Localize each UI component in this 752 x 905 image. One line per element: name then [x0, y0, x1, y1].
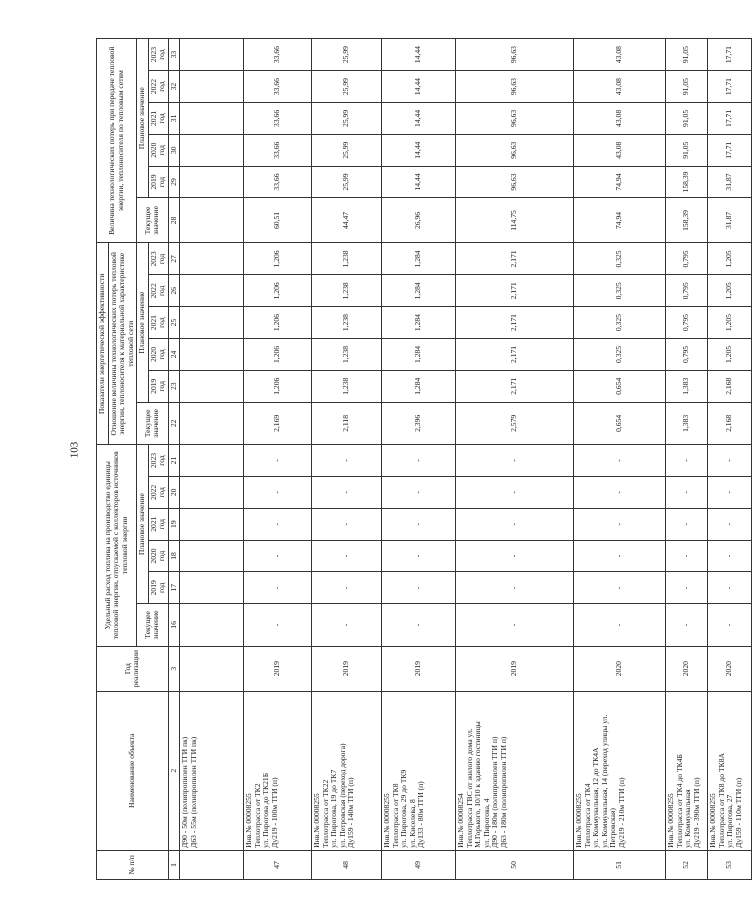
header-year-col: 2019 год [148, 572, 168, 604]
ratio-value: 0,795 [666, 339, 708, 371]
header-year-col: 2023 год [148, 243, 168, 275]
header-year-col: 2022 год [148, 476, 168, 508]
fuel-value [180, 508, 244, 540]
table-row [382, 39, 456, 880]
object-name: Инв.№ 00008255 Теплотрасса от ТК4 ул. Коммунальная, 12 до ТК4А ул. Коммунальная, 14 (переход улицы ул. Петровская) Ду219 - 210м ТГИ (п) [574, 691, 666, 850]
fuel-value: - [666, 540, 708, 572]
header-num: № п/п [97, 850, 169, 879]
ratio-value [180, 307, 244, 339]
table-row [666, 39, 708, 880]
loss-value: 14,44 [382, 71, 456, 103]
loss-value: 25,99 [312, 166, 382, 198]
fuel-value: - [574, 572, 666, 604]
fuel-value: - [666, 445, 708, 477]
ratio-value: 1,238 [312, 243, 382, 275]
loss-value: 26,96 [382, 198, 456, 243]
table-row [180, 39, 244, 880]
header-current: Текущее значение [137, 198, 169, 243]
loss-value: 14,44 [382, 134, 456, 166]
implementation-year: 2019 [456, 646, 574, 691]
table-row [708, 39, 752, 880]
header-ratio-group: Отношение величины технологических потерь тепловой энергии, теплоносителя к материальной характеристике тепловой сети [108, 243, 137, 445]
fuel-value: - [708, 445, 752, 477]
ratio-value: 1,383 [666, 370, 708, 402]
rotated-table-frame [96, 38, 743, 880]
fuel-value [180, 572, 244, 604]
row-number: 50 [456, 850, 574, 879]
loss-value: 31,87 [708, 166, 752, 198]
header-year-col: 2023 год [148, 445, 168, 477]
column-number-row [168, 39, 180, 880]
row-number [180, 850, 244, 879]
ratio-value: 1,205 [708, 339, 752, 371]
fuel-value: - [456, 572, 574, 604]
column-number: 31 [168, 102, 180, 134]
header-year-col: 2019 год [148, 166, 168, 198]
fuel-value [180, 445, 244, 477]
header-year: Год реализации [97, 646, 169, 691]
loss-value: 25,99 [312, 102, 382, 134]
header-current: Текущее значение [137, 604, 169, 646]
object-name: Инв.№ 00008255 Теплотрасса от ТК8 до ТК8А ул. Пирогова, 27 Ду159 - 110м ТГИ (п) [708, 691, 752, 850]
column-number: 26 [168, 275, 180, 307]
implementation-year: 2020 [708, 646, 752, 691]
loss-value: 74,94 [574, 198, 666, 243]
fuel-value: - [382, 540, 456, 572]
fuel-value: - [456, 445, 574, 477]
fuel-value: - [574, 604, 666, 646]
ratio-value: 1,284 [382, 275, 456, 307]
ratio-value: 1,238 [312, 275, 382, 307]
loss-value: 43,08 [574, 71, 666, 103]
loss-value: 33,66 [244, 134, 312, 166]
ratio-value: 1,238 [312, 339, 382, 371]
column-number: 18 [168, 540, 180, 572]
fuel-value: - [312, 476, 382, 508]
loss-value [180, 166, 244, 198]
table-row [244, 39, 312, 880]
row-number: 48 [312, 850, 382, 879]
fuel-value: - [708, 572, 752, 604]
loss-value [180, 134, 244, 166]
loss-value: 25,99 [312, 134, 382, 166]
ratio-value: 1,206 [244, 307, 312, 339]
loss-value: 96,63 [456, 102, 574, 134]
column-number: 1 [168, 850, 180, 879]
table-row [574, 39, 666, 880]
fuel-value: - [312, 445, 382, 477]
fuel-value: - [574, 540, 666, 572]
ratio-value: 1,206 [244, 243, 312, 275]
header-planned: Плановое значение [137, 445, 149, 604]
loss-value: 74,94 [574, 166, 666, 198]
column-number: 24 [168, 339, 180, 371]
implementation-year: 2020 [666, 646, 708, 691]
row-number: 49 [382, 850, 456, 879]
fuel-value: - [708, 476, 752, 508]
fuel-value: - [244, 540, 312, 572]
ratio-value: 0,654 [574, 402, 666, 444]
header-planned: Плановое значение [137, 39, 149, 198]
fuel-value: - [382, 572, 456, 604]
header-year-col: 2020 год [148, 540, 168, 572]
object-name: Инв.№ 00008255 Теплотрасса от ТК4 до ТК4Б ул. Коммунальная Ду219 - 390м ТГИ (п) [666, 691, 708, 850]
header-year-col: 2020 год [148, 339, 168, 371]
fuel-value: - [456, 476, 574, 508]
ratio-value: 1,205 [708, 275, 752, 307]
ratio-value: 1,205 [708, 243, 752, 275]
fuel-value: - [382, 604, 456, 646]
loss-value: 44,47 [312, 198, 382, 243]
ratio-value: 2,171 [456, 370, 574, 402]
column-number: 29 [168, 166, 180, 198]
column-number: 27 [168, 243, 180, 275]
table-row [312, 39, 382, 880]
implementation-year: 2020 [574, 646, 666, 691]
fuel-value: - [244, 445, 312, 477]
header-year-col: 2023 год [148, 39, 168, 71]
column-number: 16 [168, 604, 180, 646]
ratio-value: 0,325 [574, 275, 666, 307]
object-name: Инв.№ 00008255 Теплотрасса от ТК8 ул. Пирогова, 29 до ТК9 ул. Киселева, 8 Ду133 - 80м ТГИ (п) [382, 691, 456, 850]
loss-value: 158,39 [666, 166, 708, 198]
ratio-value: 0,654 [574, 370, 666, 402]
loss-value [180, 71, 244, 103]
fuel-value: - [456, 604, 574, 646]
loss-value: 60,51 [244, 198, 312, 243]
ratio-value: 0,795 [666, 275, 708, 307]
header-efficiency-group: Показатели энергетической эффективности [97, 243, 109, 445]
ratio-value: 2,396 [382, 402, 456, 444]
loss-value: 96,63 [456, 134, 574, 166]
ratio-value: 1,238 [312, 370, 382, 402]
loss-value: 33,66 [244, 102, 312, 134]
ratio-value: 0,795 [666, 243, 708, 275]
header-current: Текущее значение [137, 402, 169, 444]
row-number: 51 [574, 850, 666, 879]
loss-value: 114,75 [456, 198, 574, 243]
ratio-value [180, 275, 244, 307]
fuel-value: - [456, 508, 574, 540]
ratio-value: 1,383 [666, 402, 708, 444]
loss-value: 14,44 [382, 102, 456, 134]
ratio-value: 2,171 [456, 339, 574, 371]
fuel-value [180, 540, 244, 572]
loss-value [180, 102, 244, 134]
loss-value: 33,66 [244, 39, 312, 71]
row-number: 47 [244, 850, 312, 879]
fuel-value: - [244, 604, 312, 646]
column-number: 30 [168, 134, 180, 166]
table-body [180, 39, 752, 880]
ratio-value: 0,325 [574, 339, 666, 371]
fuel-value: - [244, 572, 312, 604]
header-planned: Плановое значение [137, 243, 149, 402]
loss-value [180, 198, 244, 243]
column-number: 23 [168, 370, 180, 402]
ratio-value [180, 339, 244, 371]
ratio-value: 0,325 [574, 243, 666, 275]
loss-value [180, 39, 244, 71]
loss-value: 91,05 [666, 39, 708, 71]
column-number: 17 [168, 572, 180, 604]
fuel-value: - [666, 572, 708, 604]
ratio-value: 1,284 [382, 370, 456, 402]
fuel-value: - [708, 604, 752, 646]
implementation-year: 2019 [312, 646, 382, 691]
fuel-value [180, 604, 244, 646]
loss-value: 33,66 [244, 166, 312, 198]
table-header [97, 39, 180, 880]
ratio-value: 1,206 [244, 275, 312, 307]
header-year-col: 2022 год [148, 275, 168, 307]
fuel-value: - [312, 604, 382, 646]
fuel-value: - [382, 476, 456, 508]
loss-value: 43,08 [574, 102, 666, 134]
fuel-value: - [244, 476, 312, 508]
column-number: 21 [168, 445, 180, 477]
fuel-value: - [574, 508, 666, 540]
ratio-value: 1,238 [312, 307, 382, 339]
fuel-value: - [574, 445, 666, 477]
loss-value: 14,44 [382, 166, 456, 198]
fuel-value: - [666, 508, 708, 540]
ratio-value: 1,284 [382, 307, 456, 339]
row-number: 53 [708, 850, 752, 879]
fuel-value: - [312, 508, 382, 540]
header-year-col: 2021 год [148, 102, 168, 134]
loss-value: 14,44 [382, 39, 456, 71]
loss-value: 96,63 [456, 39, 574, 71]
fuel-value: - [456, 540, 574, 572]
ratio-value: 2,169 [244, 402, 312, 444]
ratio-value: 2,579 [456, 402, 574, 444]
loss-value: 158,39 [666, 198, 708, 243]
loss-value: 17,71 [708, 71, 752, 103]
header-loss-group: Величина технологических потерь при передаче тепловой энергии, теплоносителя по тепловым сетям [97, 39, 137, 244]
column-number: 22 [168, 402, 180, 444]
loss-value: 17,71 [708, 39, 752, 71]
column-number: 32 [168, 71, 180, 103]
efficiency-table [96, 38, 752, 880]
loss-value: 91,05 [666, 134, 708, 166]
ratio-value: 0,325 [574, 307, 666, 339]
ratio-value: 2,168 [708, 402, 752, 444]
header-year-col: 2022 год [148, 71, 168, 103]
ratio-value: 2,171 [456, 243, 574, 275]
ratio-value [180, 243, 244, 275]
column-number: 2 [168, 691, 180, 850]
implementation-year: 2019 [382, 646, 456, 691]
loss-value: 43,08 [574, 134, 666, 166]
column-number: 20 [168, 476, 180, 508]
header-fuel-group: Удельный расход топлива на производство единицы тепловой энергии, отпускаемой с коллекторов источников тепловой энергии [97, 445, 137, 647]
column-number: 19 [168, 508, 180, 540]
page-number: 103 [68, 441, 81, 459]
ratio-value: 1,206 [244, 370, 312, 402]
column-number: 25 [168, 307, 180, 339]
object-name: Инв.№ 00008254 Теплотрасса ГВС от жилого дома ул. М.Горького, 10/10 к зданию гостиницы ул. Пирогова, 4 Д90 - 180м (полипропилен ТГИ п) Д63 - 180м (полипропилен ТГИ п) [456, 691, 574, 850]
column-number: 3 [168, 646, 180, 691]
header-year-col: 2021 год [148, 508, 168, 540]
table-rotation-wrapper [96, 38, 743, 880]
ratio-value: 2,168 [708, 370, 752, 402]
ratio-value: 2,118 [312, 402, 382, 444]
ratio-value: 1,205 [708, 307, 752, 339]
loss-value: 96,63 [456, 166, 574, 198]
header-year-col: 2021 год [148, 307, 168, 339]
fuel-value: - [382, 445, 456, 477]
fuel-value: - [312, 540, 382, 572]
header-name: Наименование объекта [97, 691, 169, 850]
fuel-value: - [382, 508, 456, 540]
loss-value: 43,08 [574, 39, 666, 71]
ratio-value: 1,284 [382, 339, 456, 371]
row-number: 52 [666, 850, 708, 879]
ratio-value: 0,795 [666, 307, 708, 339]
implementation-year: 2019 [244, 646, 312, 691]
header-year-col: 2020 год [148, 134, 168, 166]
loss-value: 17,71 [708, 102, 752, 134]
implementation-year [180, 646, 244, 691]
fuel-value: - [708, 508, 752, 540]
fuel-value: - [708, 540, 752, 572]
loss-value: 33,66 [244, 71, 312, 103]
ratio-value: 1,206 [244, 339, 312, 371]
fuel-value: - [312, 572, 382, 604]
loss-value: 25,99 [312, 71, 382, 103]
fuel-value [180, 476, 244, 508]
ratio-value: 2,171 [456, 307, 574, 339]
table-row [456, 39, 574, 880]
ratio-value: 2,171 [456, 275, 574, 307]
loss-value: 96,63 [456, 71, 574, 103]
loss-value: 91,05 [666, 102, 708, 134]
object-name: Инв.№ 00008255 Теплотрасса от ТК2 ул. Пирогова до ТК21Б Ду219 - 100м ТГИ (п) [244, 691, 312, 850]
loss-value: 31,87 [708, 198, 752, 243]
loss-value: 17,71 [708, 134, 752, 166]
object-name: Инв.№ 00008255 Теплотрасса от ТК22 ул. Пирогова, 19 до ТК7 ул. Петровская (переход дорога) Ду159 - 140м ТГИ (п) [312, 691, 382, 850]
loss-value: 25,99 [312, 39, 382, 71]
fuel-value: - [574, 476, 666, 508]
ratio-value: 1,284 [382, 243, 456, 275]
object-name: Д90 - 50м (полипропилен ТГИ пк) Д63 - 55м (полипропилен ТГИ пк) [180, 691, 244, 850]
fuel-value: - [666, 604, 708, 646]
loss-value: 91,05 [666, 71, 708, 103]
column-number: 28 [168, 198, 180, 243]
column-number: 33 [168, 39, 180, 71]
fuel-value: - [244, 508, 312, 540]
ratio-value [180, 402, 244, 444]
ratio-value [180, 370, 244, 402]
fuel-value: - [666, 476, 708, 508]
header-year-col: 2019 год [148, 370, 168, 402]
